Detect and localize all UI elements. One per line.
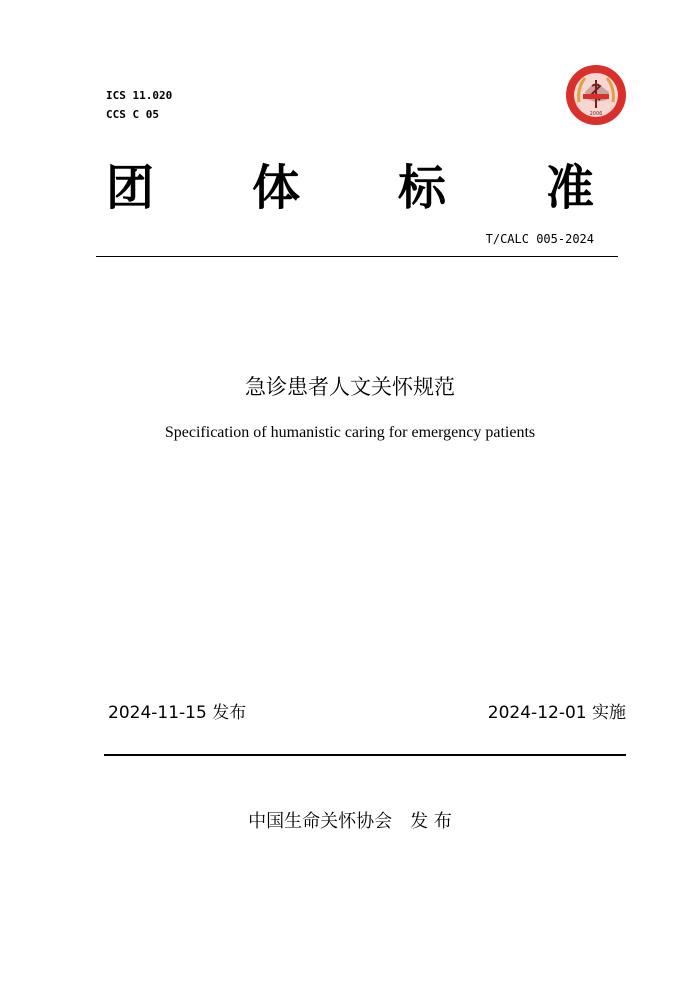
title-char-2: 体 <box>252 160 301 216</box>
standard-type-title <box>106 158 596 218</box>
logo-banner <box>583 94 609 99</box>
publisher: 中国生命关怀协会 发 布 <box>248 811 452 832</box>
association-logo <box>565 64 627 126</box>
header-divider <box>96 256 618 257</box>
title-char-4: 准 <box>546 160 595 216</box>
logo-year: 2006 <box>589 111 603 117</box>
ics-code: ICS 11.020 <box>106 89 173 102</box>
title-char-3: 标 <box>398 160 447 216</box>
footer-divider <box>104 754 626 756</box>
implementation-date: 2024-12-01 实施 <box>487 703 626 723</box>
classification-codes <box>106 86 172 124</box>
english-title: Specification of humanistic caring for emergency patients <box>164 424 536 441</box>
title-char-1: 团 <box>106 160 155 216</box>
chinese-title: 急诊患者人文关怀规范 <box>245 375 455 399</box>
publish-date: 2024-11-15 发布 <box>108 703 247 723</box>
standard-number: T/CALC 005-2024 <box>485 232 594 246</box>
ccs-code: CCS C 05 <box>106 108 159 121</box>
